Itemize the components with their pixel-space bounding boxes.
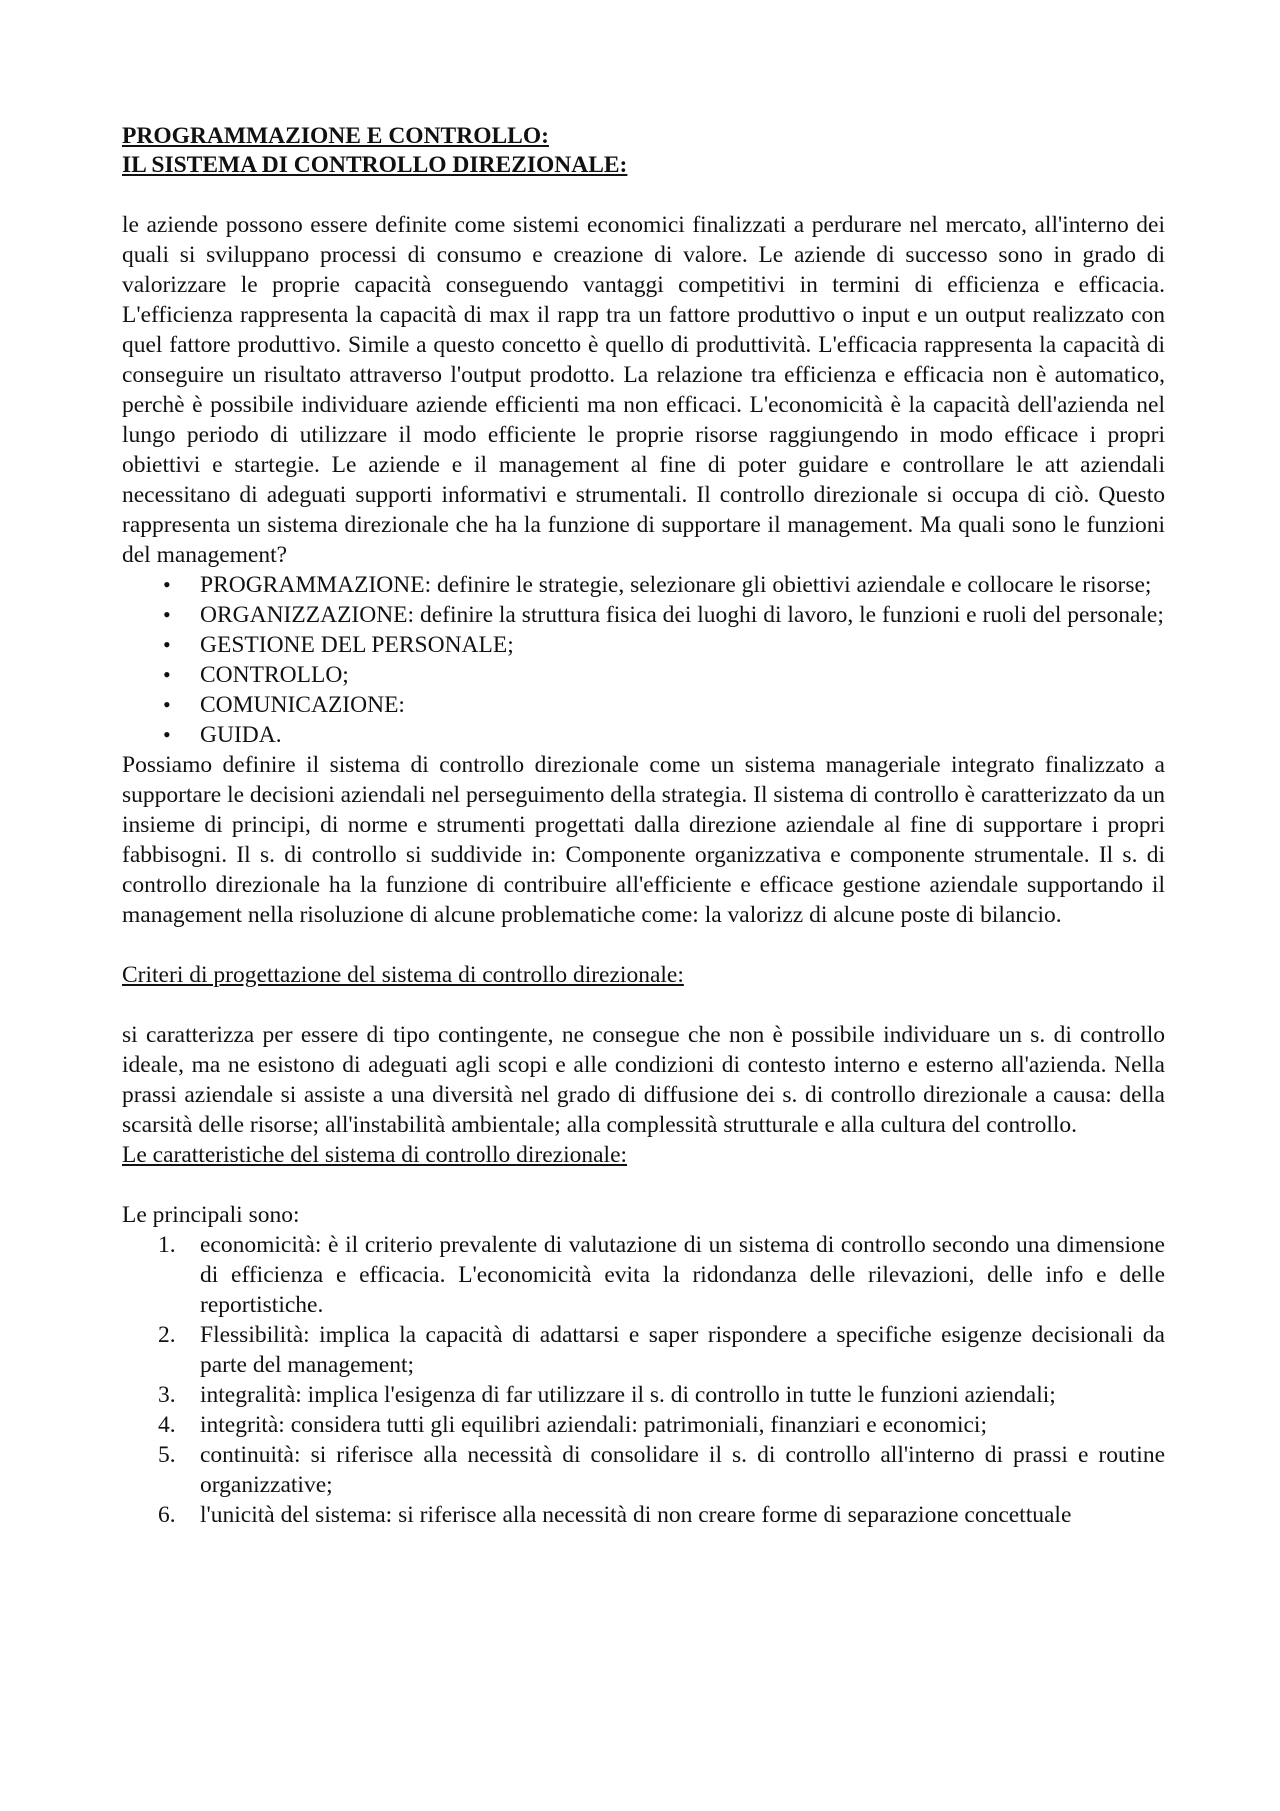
list-item bbox=[122, 660, 1165, 690]
bullet-icon: • bbox=[163, 692, 171, 717]
list-item-text: COMUNICAZIONE: bbox=[200, 692, 405, 718]
spacer bbox=[122, 930, 1165, 960]
list-item-number: 4. bbox=[158, 1412, 176, 1438]
list-item-number: 6. bbox=[158, 1502, 176, 1528]
list-item bbox=[122, 1320, 1165, 1380]
bullet-icon: • bbox=[163, 722, 171, 747]
control-paragraph: Possiamo definire il sistema di controllo direzionale come un sistema manageriale integrato finalizzato a supportare le decisioni aziendali nel perseguimento della strategia. Il sistema di controllo è caratterizzato da un insieme di principi, di norme e strumenti progettati dalla direzione aziendale al fine di supportare i propri fabbisogni. Il s. di controllo si suddivide in: Componente organizzativa e componente strumentale. Il s. di controllo direzionale ha la funzione di contribuire all'efficiente e efficace gestione aziendale supportando il management nella risoluzione di alcune problematiche come: la valorizz di alcune poste di bilancio. bbox=[122, 752, 1165, 928]
list-item bbox=[122, 1230, 1165, 1320]
criteria-heading: Criteri di progettazione del sistema di controllo direzionale: bbox=[122, 962, 684, 988]
list-item-number: 3. bbox=[158, 1382, 176, 1408]
document-title-line-2: IL SISTEMA DI CONTROLLO DIREZIONALE: bbox=[122, 152, 628, 178]
list-item bbox=[122, 1500, 1165, 1530]
list-item-number: 5. bbox=[158, 1442, 176, 1468]
list-item-text: GESTIONE DEL PERSONALE; bbox=[200, 632, 514, 658]
list-item-text: Flessibilità: implica la capacità di adattarsi e saper rispondere a specifiche esigenze decisionali da parte del management; bbox=[200, 1322, 1165, 1378]
list-item-number: 1. bbox=[158, 1232, 176, 1258]
list-item bbox=[122, 630, 1165, 660]
characteristics-intro: Le principali sono: bbox=[122, 1202, 300, 1228]
list-item-text: GUIDA. bbox=[200, 722, 282, 748]
bullet-icon: • bbox=[163, 572, 171, 597]
criteria-paragraph: si caratterizza per essere di tipo contingente, ne consegue che non è possibile individuare un s. di controllo ideale, ma ne esistono di adeguati agli scopi e alle condizioni di contesto interno e esterno all'azienda. Nella prassi aziendale si assiste a una diversità nel grado di diffusione dei s. di controllo direzionale a causa: della scarsità delle risorse; all'instabilità ambientale; alla complessità strutturale e alla cultura del controllo. bbox=[122, 1022, 1165, 1138]
list-item-number: 2. bbox=[158, 1322, 176, 1348]
bullet-icon: • bbox=[163, 662, 171, 687]
list-item-text: CONTROLLO; bbox=[200, 662, 349, 688]
list-item-text: economicità: è il criterio prevalente di valutazione di un sistema di controllo secondo una dimensione di efficienza e efficacia. L'economicità evita la ridondanza delle rilevazioni, delle info e delle reportistiche. bbox=[200, 1232, 1165, 1318]
list-item bbox=[122, 1410, 1165, 1440]
characteristics-heading: Le caratteristiche del sistema di controllo direzionale: bbox=[122, 1142, 628, 1168]
list-item bbox=[122, 1440, 1165, 1500]
document-title-line-1: PROGRAMMAZIONE E CONTROLLO: bbox=[122, 123, 549, 149]
list-item bbox=[122, 720, 1165, 750]
characteristics-list bbox=[122, 1230, 1165, 1530]
bullet-icon: • bbox=[163, 632, 171, 657]
list-item-text: continuità: si riferisce alla necessità di consolidare il s. di controllo all'interno di prassi e routine organizzative; bbox=[200, 1442, 1165, 1498]
spacer bbox=[122, 1170, 1165, 1200]
list-item-text: integrità: considera tutti gli equilibri aziendali: patrimoniali, finanziari e economici; bbox=[200, 1412, 987, 1438]
management-functions-list bbox=[122, 570, 1165, 750]
list-item-text: PROGRAMMAZIONE: definire le strategie, selezionare gli obiettivi aziendale e collocare le risorse; bbox=[200, 572, 1152, 598]
list-item bbox=[122, 690, 1165, 720]
intro-paragraph: le aziende possono essere definite come sistemi economici finalizzati a perdurare nel mercato, all'interno dei quali si sviluppano processi di consumo e creazione di valore. Le aziende di successo sono in grado di valorizzare le proprie capacità conseguendo vantaggi competitivi in termini di efficienza e efficacia. L'efficienza rappresenta la capacità di max il rapp tra un fattore produttivo o input e un output realizzato con quel fattore produttivo. Simile a questo concetto è quello di produttività. L'efficacia rappresenta la capacità di conseguire un risultato attraverso l'output prodotto. La relazione tra efficienza e efficacia non è automatico, perchè è possibile individuare aziende efficienti ma non efficaci. L'economicità è la capacità dell'azienda nel lungo periodo di utilizzare il modo efficiente le proprie risorse raggiungendo in modo efficace i propri obiettivi e startegie. Le aziende e il management al fine di poter guidare e controllare le att aziendali necessitano di adeguati supporti informativi e strumentali. Il controllo direzionale si occupa di ciò. Questo rappresenta un sistema direzionale che ha la funzione di supportare il management. Ma quali sono le funzioni del management? bbox=[122, 212, 1165, 568]
bullet-icon: • bbox=[163, 602, 171, 627]
list-item-text: integralità: implica l'esigenza di far utilizzare il s. di controllo in tutte le funzioni aziendali; bbox=[200, 1382, 1056, 1408]
list-item-text: ORGANIZZAZIONE: definire la struttura fisica dei luoghi di lavoro, le funzioni e ruoli del personale; bbox=[200, 602, 1164, 628]
list-item bbox=[122, 600, 1165, 630]
spacer bbox=[122, 180, 1165, 210]
list-item-text: l'unicità del sistema: si riferisce alla necessità di non creare forme di separazione concettuale bbox=[200, 1502, 1072, 1528]
list-item bbox=[122, 570, 1165, 600]
list-item bbox=[122, 1380, 1165, 1410]
spacer bbox=[122, 990, 1165, 1020]
